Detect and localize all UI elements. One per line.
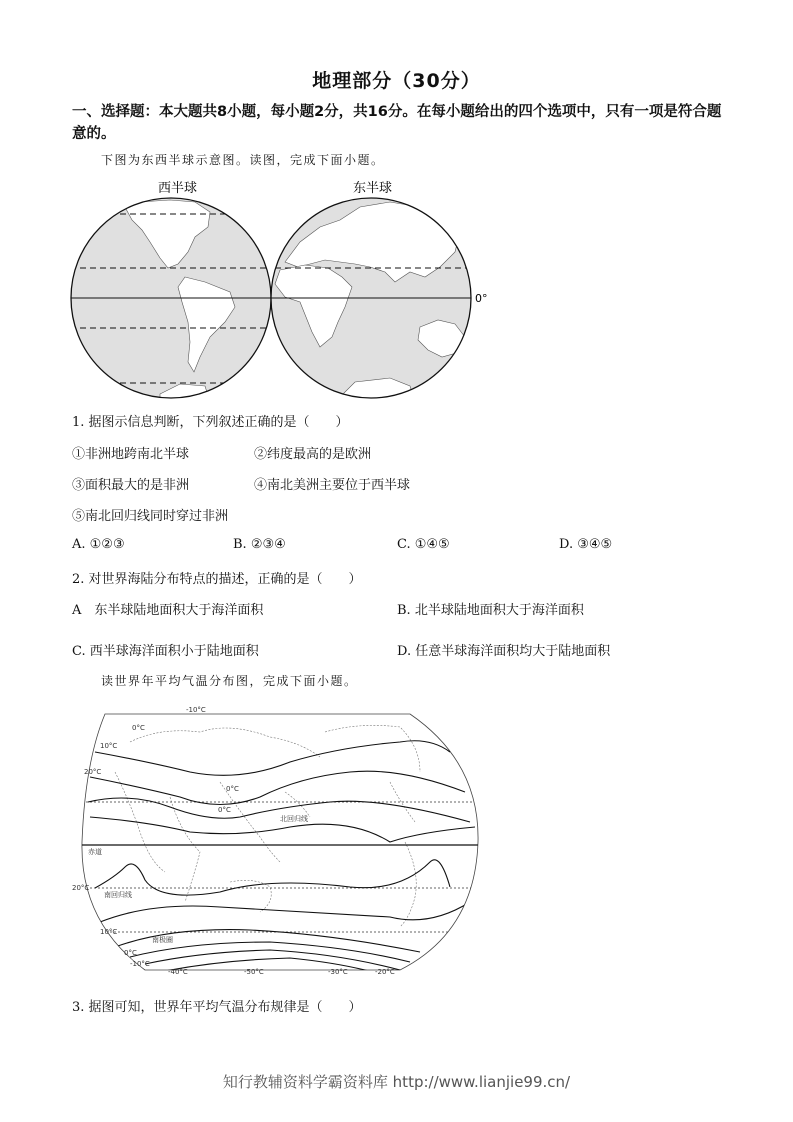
isotherm-label: -10°C bbox=[186, 706, 206, 714]
question-2-stem: 2. 对世界海陆分布特点的描述，正确的是（ ） bbox=[72, 572, 362, 587]
equator-label: 赤道 bbox=[88, 848, 102, 856]
east-hemisphere-globe bbox=[265, 198, 480, 402]
antarctic-circle-label: 南极圈 bbox=[152, 936, 173, 944]
q1-statement-3: ③面积最大的是非洲 bbox=[72, 478, 190, 493]
question-3-stem: 3. 据图可知，世界年平均气温分布规律是（ ） bbox=[72, 1000, 362, 1015]
section-heading: 一、选择题：本大题共8小题，每小题2分，共16分。在每小题给出的四个选项中，只有一项是符合题意的。 bbox=[72, 104, 722, 142]
isotherm-label: 0°C bbox=[226, 785, 239, 793]
footer-watermark: 知行教辅资料学霸资料库 http://www.lianjie99.cn/ bbox=[222, 1073, 571, 1091]
isotherm-label: -20°C bbox=[375, 968, 395, 976]
isotherm-label: 10°C bbox=[100, 928, 118, 936]
q2-option-c[interactable]: C. 西半球海洋面积小于陆地面积 bbox=[72, 644, 259, 659]
isotherm-label: 20°C bbox=[72, 884, 90, 892]
q1-option-a[interactable]: A. ①②③ bbox=[72, 537, 125, 552]
q1-statement-2: ②纬度最高的是欧洲 bbox=[254, 447, 372, 462]
isotherm-label: -30°C bbox=[328, 968, 348, 976]
question-1-stem: 1. 据图示信息判断，下列叙述正确的是（ ） bbox=[72, 415, 349, 430]
isotherm-label: 0°C bbox=[132, 724, 145, 732]
isotherm-label: 0°C bbox=[218, 806, 231, 814]
tropic-of-cancer-label: 北回归线 bbox=[280, 815, 308, 823]
q2-option-a[interactable]: A 东半球陆地面积大于海洋面积 bbox=[72, 603, 264, 618]
isotherm-label: 20°C bbox=[84, 768, 102, 776]
page-title: 地理部分（30分） bbox=[312, 70, 481, 92]
q1-statement-1: ①非洲地跨南北半球 bbox=[72, 447, 190, 462]
isotherm-label: -40°C bbox=[168, 968, 188, 976]
q1-option-c[interactable]: C. ①④⑤ bbox=[397, 537, 450, 552]
equator-degree-label: 0° bbox=[475, 292, 488, 305]
group2-intro: 读世界年平均气温分布图，完成下面小题。 bbox=[101, 674, 358, 688]
q2-option-d[interactable]: D. 任意半球海洋面积均大于陆地面积 bbox=[397, 644, 611, 659]
isotherm-label: -50°C bbox=[244, 968, 264, 976]
east-hemisphere-label: 东半球 bbox=[353, 181, 393, 196]
q2-option-b[interactable]: B. 北半球陆地面积大于海洋面积 bbox=[397, 603, 584, 618]
isotherm-label: 0°C bbox=[124, 949, 137, 957]
temperature-map-figure bbox=[70, 702, 490, 980]
tropic-of-capricorn-label: 南回归线 bbox=[104, 891, 132, 899]
west-hemisphere-globe bbox=[70, 198, 300, 402]
group1-intro: 下图为东西半球示意图。读图，完成下面小题。 bbox=[101, 153, 385, 167]
q1-option-b[interactable]: B. ②③④ bbox=[233, 537, 286, 552]
west-hemisphere-label: 西半球 bbox=[158, 181, 198, 196]
q1-option-d[interactable]: D. ③④⑤ bbox=[559, 537, 613, 552]
hemispheres-figure bbox=[70, 172, 500, 402]
isotherm-label: -10°C bbox=[130, 960, 150, 968]
q1-statement-4: ④南北美洲主要位于西半球 bbox=[254, 478, 411, 493]
q1-statement-5: ⑤南北回归线同时穿过非洲 bbox=[72, 509, 229, 524]
isotherm-label: 10°C bbox=[100, 742, 118, 750]
